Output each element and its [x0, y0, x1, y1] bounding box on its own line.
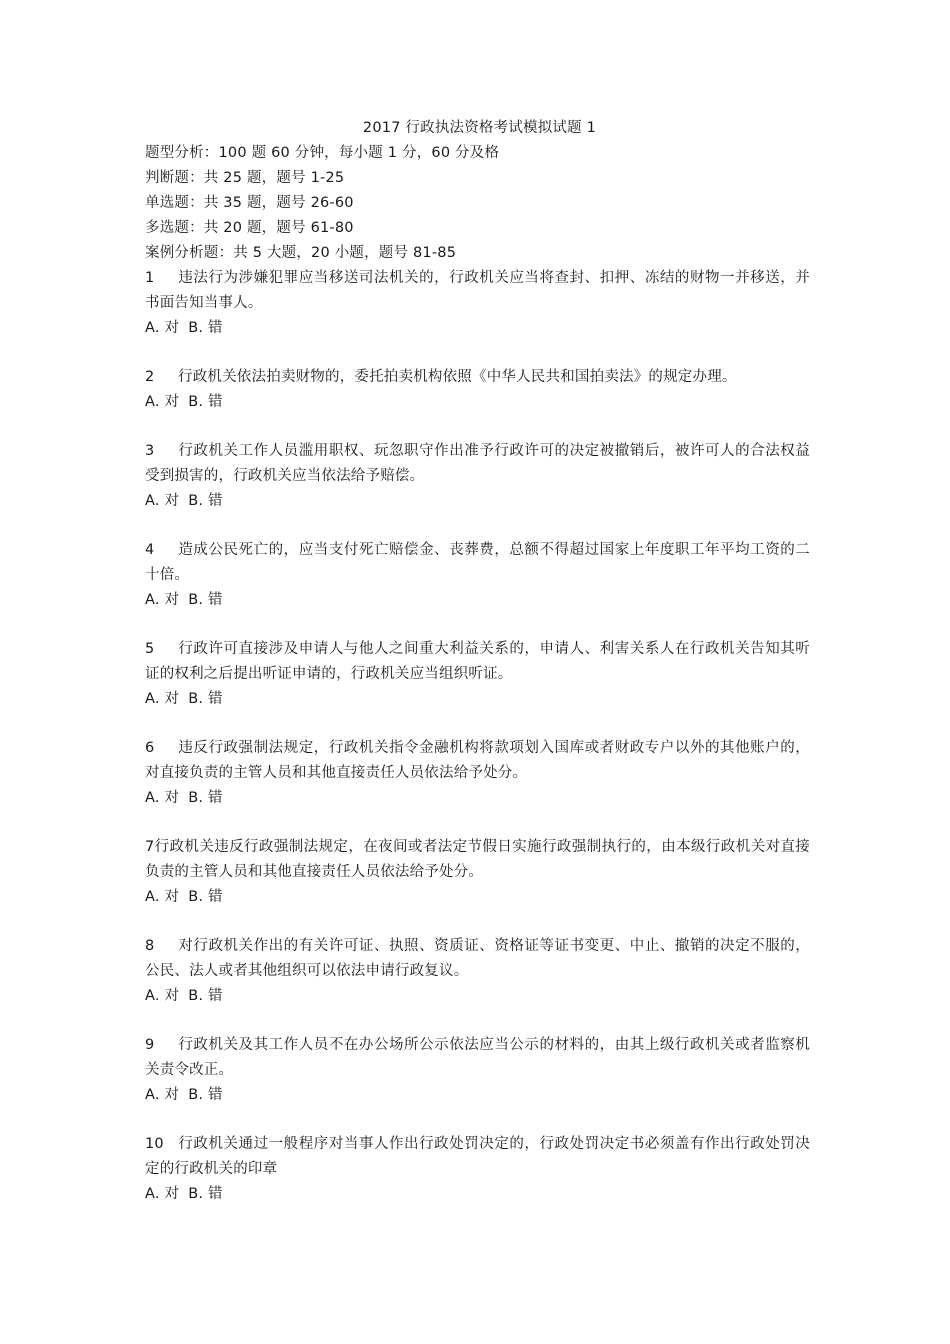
option-a: A. 对 [145, 592, 180, 608]
question-list [145, 266, 810, 1207]
question-body: 行政机关工作人员滥用职权、玩忽职守作出准予行政许可的决定被撤销后，被许可人的合法权益受到损害的，行政机关应当依法给予赔偿。 [145, 443, 810, 484]
exam-info [145, 141, 810, 266]
question-number: 1 [145, 270, 155, 286]
question-body: 行政机关及其工作人员不在办公场所公示依法应当公示的材料的，由其上级行政机关或者监察机关责令改正。 [145, 1037, 810, 1078]
question-number: 8 [145, 938, 155, 954]
option-b: B. 错 [188, 592, 223, 608]
answer-options [145, 984, 810, 1009]
answer-options [145, 489, 810, 514]
question-body: 违法行为涉嫌犯罪应当移送司法机关的，行政机关应当将查封、扣押、冻结的财物一并移送，并书面告知当事人。 [145, 270, 810, 311]
option-a: A. 对 [145, 1186, 180, 1202]
document-title: 2017 行政执法资格考试模拟试题 1 [362, 120, 597, 136]
option-b: B. 错 [188, 1186, 223, 1202]
question-number: 7 [145, 839, 155, 855]
question-item [145, 835, 810, 910]
answer-options [145, 786, 810, 811]
option-a: A. 对 [145, 394, 180, 410]
question-number: 5 [145, 641, 155, 657]
question-text [145, 365, 810, 390]
question-number: 9 [145, 1037, 155, 1053]
question-item [145, 1132, 810, 1207]
option-b: B. 错 [188, 790, 223, 806]
question-body: 造成公民死亡的，应当支付死亡赔偿金、丧葬费，总额不得超过国家上年度职工年平均工资的二十倍。 [145, 542, 810, 583]
question-item [145, 538, 810, 613]
answer-options [145, 390, 810, 415]
question-item [145, 365, 810, 415]
question-item [145, 736, 810, 811]
option-b: B. 错 [188, 889, 223, 905]
question-item [145, 637, 810, 712]
answer-options [145, 1182, 810, 1207]
question-text [145, 538, 810, 588]
option-b: B. 错 [188, 1087, 223, 1103]
option-a: A. 对 [145, 493, 180, 509]
option-a: A. 对 [145, 988, 180, 1004]
info-line-overview: 题型分析：100 题 60 分钟，每小题 1 分，60 分及格 [145, 145, 500, 161]
question-item [145, 934, 810, 1009]
question-text [145, 439, 810, 489]
question-text [145, 736, 810, 786]
option-b: B. 错 [188, 493, 223, 509]
document-body [145, 116, 810, 1231]
question-body: 行政机关依法拍卖财物的，委托拍卖机构依照《中华人民共和国拍卖法》的规定办理。 [178, 369, 737, 385]
option-b: B. 错 [188, 394, 223, 410]
question-body: 违反行政强制法规定，行政机关指令金融机构将款项划入国库或者财政专户以外的其他账户的，对直接负责的主管人员和其他直接责任人员依法给予处分。 [145, 740, 810, 781]
question-text [145, 266, 810, 316]
question-item [145, 266, 810, 341]
answer-options [145, 1083, 810, 1108]
answer-options [145, 885, 810, 910]
answer-options [145, 588, 810, 613]
option-b: B. 错 [188, 988, 223, 1004]
answer-options [145, 687, 810, 712]
question-number: 4 [145, 542, 155, 558]
question-text [145, 835, 810, 885]
question-number: 3 [145, 443, 155, 459]
option-a: A. 对 [145, 691, 180, 707]
question-text [145, 1132, 810, 1182]
answer-options [145, 316, 810, 341]
question-body: 对行政机关作出的有关许可证、执照、资质证、资格证等证书变更、中止、撤销的决定不服的，公民、法人或者其他组织可以依法申请行政复议。 [145, 938, 810, 979]
info-line-single-choice: 单选题：共 35 题，题号 26-60 [145, 195, 354, 211]
option-a: A. 对 [145, 320, 180, 336]
question-body: 行政许可直接涉及申请人与他人之间重大利益关系的，申请人、利害关系人在行政机关告知其听证的权利之后提出听证申请的，行政机关应当组织听证。 [145, 641, 810, 682]
option-a: A. 对 [145, 889, 180, 905]
question-number: 10 [145, 1136, 164, 1152]
question-text [145, 637, 810, 687]
question-text [145, 934, 810, 984]
option-b: B. 错 [188, 691, 223, 707]
question-number: 6 [145, 740, 155, 756]
question-item [145, 1033, 810, 1108]
option-b: B. 错 [188, 320, 223, 336]
question-number: 2 [145, 369, 155, 385]
info-line-case-analysis: 案例分析题：共 5 大题，20 小题，题号 81-85 [145, 245, 457, 261]
question-text [145, 1033, 810, 1083]
info-line-multiple-choice: 多选题：共 20 题，题号 61-80 [145, 220, 354, 236]
question-body: 行政机关通过一般程序对当事人作出行政处罚决定的，行政处罚决定书必须盖有作出行政处罚决定的行政机关的印章 [145, 1136, 810, 1177]
question-item [145, 439, 810, 514]
question-body: 行政机关违反行政强制法规定，在夜间或者法定节假日实施行政强制执行的，由本级行政机关对直接负责的主管人员和其他直接责任人员依法给予处分。 [145, 839, 810, 880]
option-a: A. 对 [145, 790, 180, 806]
info-line-true-false: 判断题：共 25 题，题号 1-25 [145, 170, 345, 186]
option-a: A. 对 [145, 1087, 180, 1103]
